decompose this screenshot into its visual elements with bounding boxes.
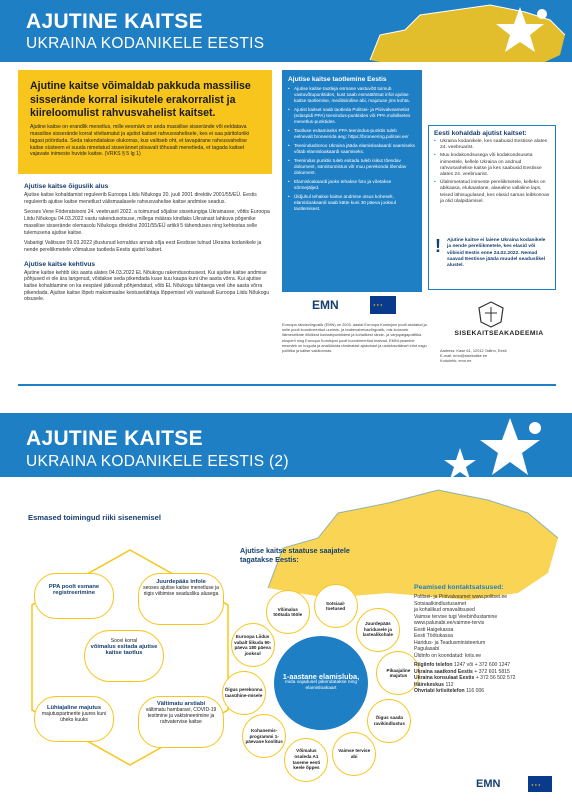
applies-list	[434, 139, 550, 205]
academy-crest-icon	[476, 300, 506, 328]
intro-box	[18, 70, 272, 174]
contact-item: ja kohalikud omavalitsused	[414, 607, 475, 613]
applies-title: Eesti kohaldab ajutist kaitset:	[434, 130, 527, 137]
applies-box	[428, 125, 556, 290]
phone-item: Häirekeskus 112	[414, 681, 454, 688]
application-list	[288, 86, 416, 212]
intro-title: Ajutine kaitse võimaldab pakkuda massilise sisserände korral isikutele erakorralist ja kiireloomulist rahvusvahelist kaitset.	[30, 80, 251, 120]
step-registration: PPA poolt esmane registreerimine	[34, 573, 114, 619]
contact-list	[414, 594, 556, 659]
contact-item: Eesti Haigekassa	[414, 626, 454, 633]
application-box	[282, 70, 422, 292]
legal-basis-section	[24, 183, 272, 303]
page2-title: AJUTINE KAITSE	[26, 427, 203, 450]
contact-item: www.palunabi.ee/vaimne-tervis	[414, 620, 485, 626]
residence-permit-circle: 1-aastane elamisluba, mida vajadusel pikendatakse ning elamisloakaart	[274, 636, 368, 730]
right-item: Pikaajaline majutus	[376, 651, 420, 695]
application-list-item: • Ajutist kaitset saab taotleda Politsei- ja Piirivalveametist (edaspidi PPA) teenindus-punktides või PPA mobiilsetes menetlus-punktides.	[288, 107, 416, 125]
applies-warning: Ajutine kaitse ei laiene Ukraina kodanikele ja nende pereliikmetele, kes elasid või viibisid Eestis enne 24.02.2022. Nemad saavad Eestisse jääda muudel seaduslikel alustel.	[447, 238, 546, 269]
legal-basis-p2: Seoses Vene Föderatsiooni 24. veebruaril 2022. a toimunud sõjalise sissetungiga Ukrainasse, võttis Euroopa Liidu Nõukogu 04.03.2022 vastu rakendusotsuse, millega määras kindlaks Ukrainast lahkuva põgenike massilise sisserände olemasolu Nõukogu direktiivi 2001/55/EÜ artikli 5 tähenduses ning kehtestas selle tulemusena ajutise kaitse.	[24, 209, 270, 236]
step-accommodation: Lühiajaline majutus majutuspartnerite juures kuni üheks kuuks	[34, 696, 114, 742]
page-title: AJUTINE KAITSE	[26, 10, 203, 33]
application-list-item: • Elamisloakaardi jaoks tehakse foto ja võetakse sõrmejäljed.	[288, 179, 416, 191]
validity-title: Ajutise kaitse kehtivus	[24, 260, 96, 268]
intro-text: Ajutine kaitse on erandlik menetlus, mille eesmärk on anda massilise sisserände või eeldatava massilise sisserände korral viivitamatut ja ajutist kaitset rahvusvahelisele, kes ei saa päritoluriiki tagasi pöörduda. Seda rakendatakse olukorras, kus valitseb oht, et tavapärane rahvusvahelise kaitse süsteem ei suuda nimetatud sisserännet piisavalt tõhusalt menetleda, et tagada kaitset vajavate inimeste huvide kaitse. (VRKS § 5 lg 1)	[30, 123, 250, 158]
contact-item: Sotsiaalkindlustusamet	[414, 600, 467, 607]
applies-list-item: • Ülalnimetatud inimeste pereliikmetele, kelleks on abikaasa, elukaaslane, alaealine vallaline laps, teised lähisugulased, kes elasid samas leibkonnas ja olid ülalpidamisel.	[434, 180, 550, 205]
application-list-item: • Teenindusbüroo Ukraina jääda elamisloakaardi saamiseks võtab elamisloakaardi saamiseks.	[288, 143, 416, 155]
contact-item: Üldinfo on koondatud: kriis.ee	[414, 652, 482, 659]
phone-list	[414, 662, 556, 695]
step-medical-care: Vältimatu arstiabi vältimatu hambaravi, COVID-19 testimine ja vaktsineerimine ja rahvatervise kaitse	[138, 696, 224, 748]
status-title: Ajutise kaitse staatuse saajatele tagatakse Eestis:	[240, 546, 350, 564]
phone-item: Riigiinfo telefon 1247 või + 372 600 1247	[414, 662, 511, 668]
right-item: Sotsiaal-toetused	[314, 584, 358, 628]
application-list-item: • Üldjuhul tehakse kaitse andmise otsus koheselt, elamisloakaardi saab kätte kuni 30 päeva jooksul taotlemisest.	[288, 194, 416, 212]
step-application: Soovi korral võimalus esitada ajutise kaitse taotlus	[84, 630, 164, 682]
contact-item: Vaimse tervise tugi Veebinõustamine	[414, 613, 498, 620]
page1-footer-line	[18, 384, 556, 386]
emn-logo-2: EMN	[476, 778, 501, 790]
academy-name: SISEKAITSEAKADEEMIA	[454, 330, 544, 337]
contacts-section	[414, 584, 556, 754]
phone-item: Ohvriabi kriisitelefon 116 006	[414, 688, 485, 694]
exclamation-icon: !	[435, 236, 441, 256]
phone-item: Ukraina konsulaat Eestis + 372 56 502 572	[414, 675, 516, 681]
page1-banner	[0, 0, 572, 62]
contacts-title: Peamised kontaktsatsused:	[414, 584, 504, 591]
contact-item: Haridus- ja Teadusministeerium	[414, 639, 486, 646]
legal-basis-p3: Vabariigi Valitsuse 09.03.2022 jõustunud korraldus annab sõja eest Eestisse tulnud Ukraina kodanikele ja nende pereliikmetele võimaluse taotleda Eestis ajutist kaitset.	[24, 240, 262, 253]
application-list-item: • Taotluse esitamiseks PPA teenindus-punktis tuleb eelnevalt broneerida aeg: https://broneering.politsei.ee/	[288, 128, 416, 140]
right-item: Vaimse tervise abi	[332, 732, 376, 776]
phone-item: Ukraina saatkond Eestis + 372 601 5815	[414, 668, 510, 675]
legal-basis-p1: Ajutise kaitse kohaldamist reguleerib Euroopa Liidu Nõukogu 20. juuli 2001 direktiiv 2001/55/EÜ. Eestis reguleerib ajutise kaitse menetlust välismaalasele rahvusvahelise kaitse andmise seadus.	[24, 192, 257, 205]
contact-item: Eesti Töötukassa	[414, 633, 453, 639]
applies-list-item: • Muu kodakondsusega või kodakondsuseta inimestele, kellele Ukraina on andnud rahvusvahelise kaitse ja kes saabusid Eestisse alates 24. veebruarist.	[434, 153, 550, 178]
page2-subtitle: UKRAINA KODANIKELE EESTIS (2)	[26, 453, 289, 470]
page-subtitle: UKRAINA KODANIKELE EESTIS	[26, 35, 265, 52]
contact-item: Pagulasabi	[414, 646, 440, 652]
application-list-item: • Ajutise kaitse taotleja esmane vastuvõtt toimub vastuvõtupunktides, kust saab esmatähtsat infot ajutise kaitse taotlemise, meditsiinilise abi, majutuse jms kohta.	[288, 86, 416, 104]
contact-item: Politsei- ja Piirivalveamet www.politsei.ee	[414, 594, 508, 600]
first-steps-title: Esmased toimingud riiki sisenemisel	[28, 513, 161, 522]
step-information: Juurdepääs infole seoses ajutise kaitse menetluse ja riigis viibimise seadusliku alusega	[138, 573, 224, 625]
people-stars-icon	[480, 2, 560, 62]
application-list-item: • Teenindus punktis tuleb esitada tuleb isikut tõendav dokument, sünnitunnistus või muu perekonda tõendav dokument.	[288, 158, 416, 176]
eu-flag-icon	[370, 296, 396, 314]
validity-text: Ajutine kaitse kehtib üks aasta alates 04.03.2022 EL Nõukogu rakendusotsusest. Kui ajutise kaitse andmise põhjused ei ole ära langenud, võidakse seda pikendada kuue kuu kaupa kuni ühe aasta võrra. Kui ajutise kaitse kohaldamine on ka eespärel jätkuvalt põhjendatud, võib EL Nõukogu tähtaega veel ühe aasta võrra pikendada. Ajutise kaitse lõpeb maksimaalse kestusetähtaja lõppemisel või vastavalt Euroopa Liidu Nõukogu otsusele.	[24, 269, 270, 303]
applies-list-item: • Ukraina kodanikele, kes saabusid Eestisse alates 24. veebruarist.	[434, 139, 550, 151]
legal-basis-title: Ajutise kaitse õiguslik alus	[24, 183, 109, 190]
right-item: Võimalus töötada tööle	[266, 590, 310, 634]
right-item: Võimalus osaleda A1 taseme eesti keele õppes	[284, 738, 328, 782]
emn-description: Euroopa rändevõrgustik (EMN) on 2003. aastal Euroopa Komisjoni poolt asutatud ja selle poolt koordineeritud uurimis- ja teabevahetusvõrgustik, mis koosneb liikmesriikide riiklikest kontaktpunktidest ja kohalikest rände- ja varjupaigapoliitika eksperti ning Euroopa Komisjoni poolt koordineeritud teatvad. EMNi peamine eesmärk on koguda ja analüüsida rändealast ajakohast ja usaldusväärset infot nagu poliitika ja kaitse valdkonnas.	[282, 322, 427, 354]
eu-flag-icon-2	[528, 776, 552, 792]
academy-contact: Aadress: Kase 61, 12012 Tallinn, Eesti E-mail: emn@sisekaitse.ee Kodulehk: emn.ee	[440, 348, 507, 364]
application-title: Ajutise kaitse taotlemine Eestis	[288, 76, 387, 83]
right-item: Juurdepääs haridusele ja lastealikohale	[356, 608, 400, 652]
right-item: Õigus perekonna taasühine-misele	[222, 671, 266, 715]
right-item: Õigus saada ravikindlustus	[367, 699, 411, 743]
right-item: Euroopa Liidus vabalt liikuda 90-päeva 180 päeva jooksul	[231, 623, 275, 667]
right-item: Kohanemis-programmi 1-päevane koolitus	[242, 714, 286, 758]
emn-logo: EMN	[312, 298, 339, 312]
